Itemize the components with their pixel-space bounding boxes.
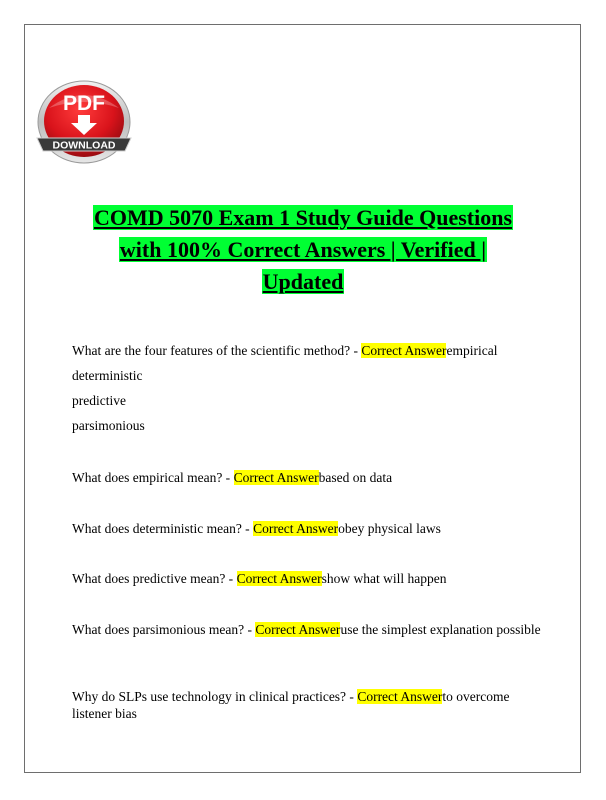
title-line: Updated	[262, 269, 344, 294]
download-badge-text: DOWNLOAD	[52, 139, 116, 152]
question-text: What are the four features of the scientific method? -	[72, 343, 362, 358]
correct-answer-label: Correct Answer	[255, 622, 341, 637]
correct-answer-label: Correct Answer	[233, 470, 319, 485]
correct-answer-label: Correct Answer	[253, 521, 339, 536]
title-line: with 100% Correct Answers | Verified |	[119, 237, 487, 262]
correct-answer-label: Correct Answer	[361, 343, 447, 358]
qa-item	[72, 469, 392, 486]
qa-item	[72, 570, 447, 587]
answer-text: to overcome listener bias	[72, 689, 510, 721]
question-text: What does deterministic mean? -	[72, 521, 254, 536]
pdf-download-icon	[33, 78, 135, 164]
correct-answer-label: Correct Answer	[236, 571, 322, 586]
answer-text: predictive	[72, 393, 126, 408]
question-text: What does parsimonious mean? -	[72, 622, 256, 637]
title-line: COMD 5070 Exam 1 Study Guide Questions	[93, 205, 513, 230]
question-text: What does empirical mean? -	[72, 470, 234, 485]
qa-item	[72, 520, 441, 537]
answer-text: empirical	[446, 343, 498, 358]
answer-text: use the simplest explanation possible	[340, 622, 541, 637]
qa-item	[72, 621, 542, 638]
pdf-badge-text: PDF	[63, 92, 105, 115]
question-text: What does predictive mean? -	[72, 571, 237, 586]
document-title	[60, 202, 546, 298]
qa-item	[72, 342, 497, 442]
answer-text: deterministic	[72, 368, 143, 383]
answer-text: parsimonious	[72, 418, 145, 433]
qa-item	[72, 688, 512, 722]
question-text: Why do SLPs use technology in clinical practices? -	[72, 689, 358, 704]
answer-text: based on data	[318, 470, 393, 485]
correct-answer-label: Correct Answer	[357, 689, 443, 704]
answer-text: show what will happen	[321, 571, 447, 586]
answer-text: obey physical laws	[338, 521, 441, 536]
